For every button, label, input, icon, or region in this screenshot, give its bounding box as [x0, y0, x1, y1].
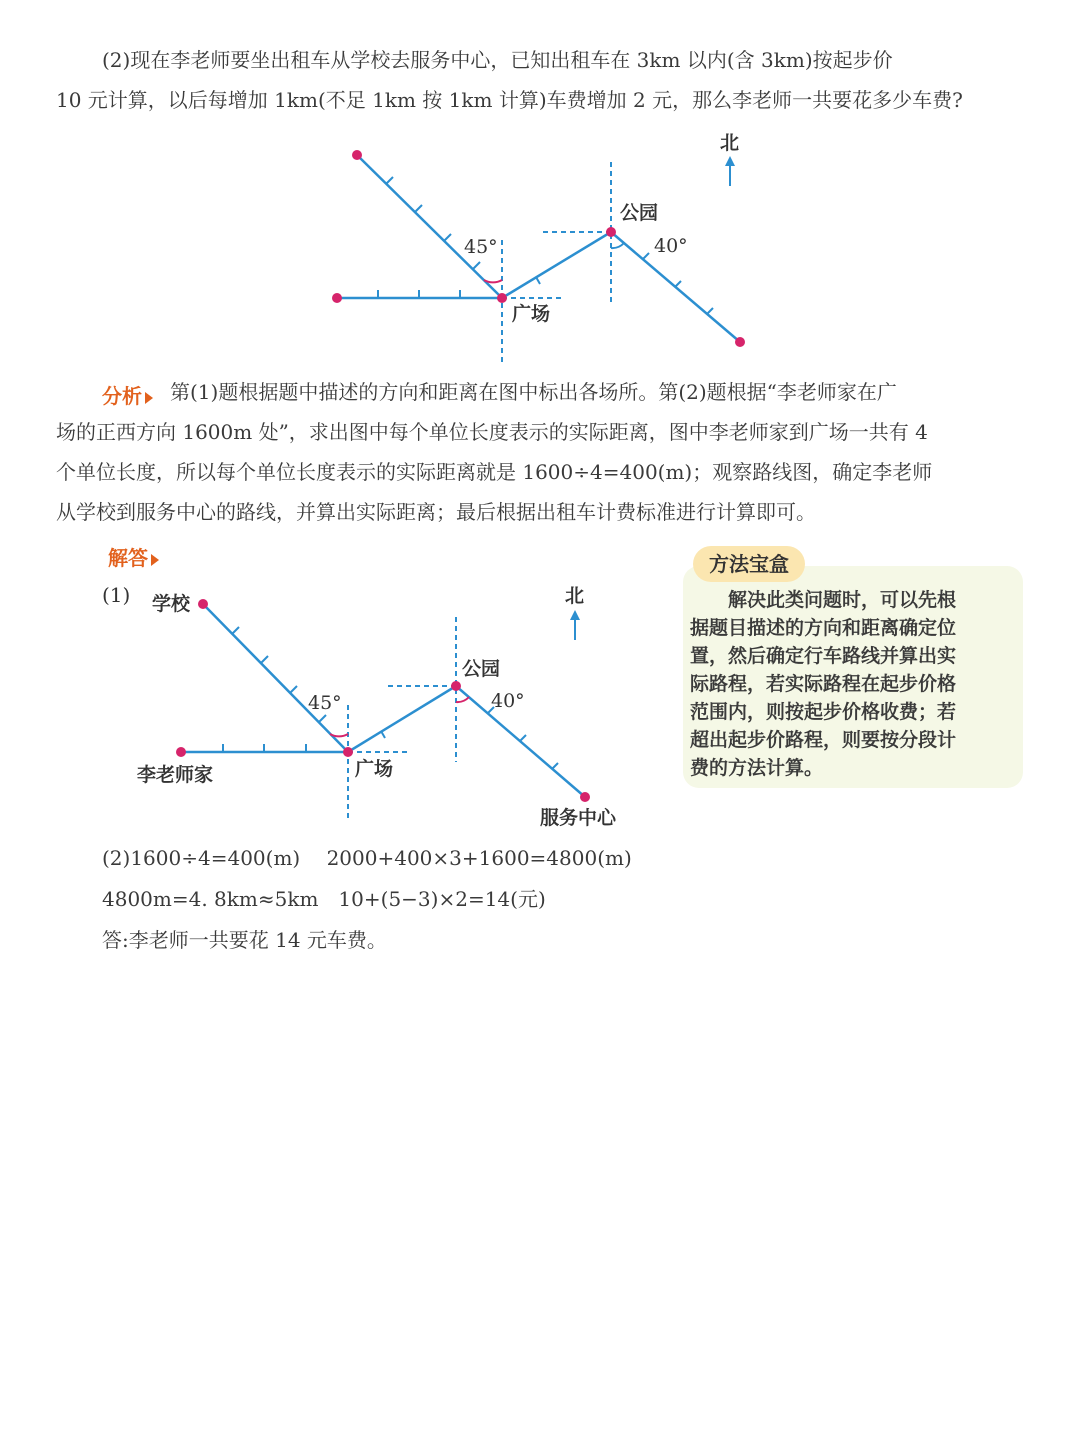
analysis-label-text: 分析: [102, 384, 142, 408]
diagram1-dashed-axes: [502, 162, 611, 362]
method-line: 解决此类问题时，可以先根: [690, 589, 957, 611]
analysis-line-4: 从学校到服务中心的路线，并算出实际距离；最后根据出租车计费标准进行计算即可。: [56, 500, 816, 524]
route-diagram-question: [0, 120, 1080, 370]
diagram2-park-label: 公园: [462, 658, 501, 680]
method-line: 置，然后确定行车路线并算出实: [690, 645, 957, 667]
diagram1-park-label: 公园: [620, 202, 659, 224]
question-text: [102, 40, 893, 80]
answer-part1-label: (1): [102, 583, 131, 607]
answer-line-2: 4800m=4. 8km≈5km 10+(5−3)×2=14(元): [102, 887, 546, 911]
method-box-text: [690, 586, 956, 782]
route-diagram-answer: [0, 575, 680, 835]
diagram1-angle-arc-40: [611, 243, 624, 248]
diagram2-school-label: 学校: [152, 593, 191, 615]
diagram2-home-label: 李老师家: [137, 764, 214, 786]
diagram1-angle-45-label: 45°: [464, 236, 498, 258]
triangle-icon: [151, 554, 159, 566]
method-line: 超出起步价路程，则要按分段计: [690, 729, 957, 751]
answer-label: [108, 542, 163, 571]
analysis-text-1: [170, 372, 897, 412]
method-box-title: 方法宝盒: [693, 546, 805, 582]
diagram2-square-label: 广场: [355, 758, 394, 780]
diagram1-angle-40-label: 40°: [654, 235, 688, 257]
triangle-icon: [145, 392, 153, 404]
diagram2-angle-45-label: 45°: [308, 692, 342, 714]
north-arrow-icon: [570, 610, 580, 640]
diagram2-dashed-axes: [348, 617, 456, 818]
method-line: 据题目描述的方向和距离确定位: [690, 617, 957, 639]
question-line-2: 10 元计算，以后每增加 1km(不足 1km 按 1km 计算)车费增加 2 元，那么李老师一共要花多少车费?: [56, 88, 963, 112]
diagram1-angle-arc-45: [484, 280, 502, 282]
method-line: 际路程，若实际路程在起步价格: [690, 673, 957, 695]
diagram2-angle-arc-40: [456, 697, 469, 702]
analysis-text-rest: [56, 412, 932, 532]
diagram2-service-label: 服务中心: [540, 807, 617, 829]
analysis-line-3: 个单位长度，所以每个单位长度表示的实际距离就是 1600÷4=400(m)；观察路线图，确定李老师: [56, 460, 933, 484]
answer-label-text: 解答: [108, 546, 148, 570]
diagram1-square-label: 广场: [512, 303, 551, 325]
diagram2-north-label: 北: [565, 585, 585, 607]
question-line-1: (2)现在李老师要坐出租车从学校去服务中心，已知出租车在 3km 以内(含 3km)按起步价: [102, 48, 893, 72]
answer-line-1: (2)1600÷4=400(m) 2000+400×3+1600=4800(m): [102, 846, 632, 870]
method-line: 费的方法计算。: [690, 757, 824, 779]
analysis-line-1: 第(1)题根据题中描述的方向和距离在图中标出各场所。第(2)题根据“李老师家在广: [170, 380, 897, 404]
analysis-label: [102, 380, 157, 409]
answer-line-3: 答:李老师一共要花 14 元车费。: [102, 928, 387, 952]
analysis-line-2: 场的正西方向 1600m 处”，求出图中每个单位长度表示的实际距离，图中李老师家到广场一共有 4: [56, 420, 928, 444]
north-arrow-icon: [725, 156, 735, 186]
diagram2-angle-40-label: 40°: [491, 690, 525, 712]
diagram1-north-label: 北: [720, 132, 740, 154]
method-line: 范围内，则按起步价格收费；若: [690, 701, 957, 723]
diagram2-angle-arc-45: [330, 734, 348, 736]
question-text-2: [56, 80, 963, 120]
